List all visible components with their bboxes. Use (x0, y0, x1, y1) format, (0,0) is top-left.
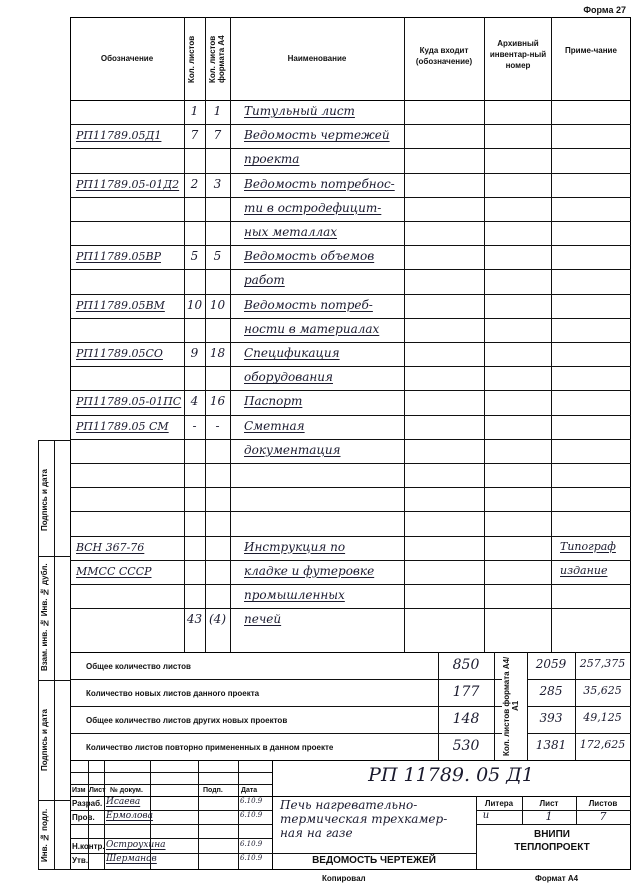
row-name: Ведомость потреб- (244, 297, 373, 312)
totals-a4: 2059 (535, 657, 567, 671)
tb-role-date: 6.10.9 (240, 797, 263, 805)
frame-right (630, 17, 631, 870)
totals-value: 850 (452, 657, 480, 673)
row-name: Сметная (244, 418, 305, 433)
row-line (70, 415, 631, 416)
tb-role: Н.контр. (72, 841, 105, 851)
row-a4: (4) (209, 612, 226, 627)
col-line-4 (404, 17, 405, 652)
totals-a4-label: Кол. листов формата А4/А1 (502, 656, 520, 756)
totals-row-line (70, 679, 502, 680)
tb-col-izm-label: Изм (72, 787, 86, 794)
row-line (70, 294, 631, 295)
row-line (70, 608, 631, 609)
tb-sheets-value: 7 (599, 810, 607, 823)
tb-role-name: Остроухина (106, 839, 166, 850)
row-designation: ВСН 367-76 (76, 540, 145, 554)
totals-label: Общее количество листов (86, 662, 191, 671)
totals-top-line (70, 652, 631, 653)
totals-value: 530 (452, 738, 480, 754)
row-line (70, 221, 631, 222)
footer-copied: Копировал (322, 874, 366, 883)
tb-role-date: 6.10.9 (240, 839, 263, 848)
totals-row-line (70, 733, 502, 734)
totals-a4: 393 (539, 711, 563, 725)
totals-a4: 285 (539, 684, 563, 698)
row-name: Инструкция по (244, 539, 346, 554)
margin-div-1 (38, 556, 71, 557)
tb-role: Утв. (72, 855, 89, 865)
row-sheets: - (192, 418, 197, 433)
row-designation: ММСС СССР (76, 564, 152, 578)
row-name: Ведомость чертежей (244, 128, 390, 143)
row-name: оборудования (244, 370, 333, 385)
row-name: ных металлах (244, 225, 338, 239)
tb-sheet-label: Лист (539, 799, 559, 808)
row-name: промышленных (244, 588, 345, 602)
tb-row-5 (70, 824, 272, 825)
margin-label-inv-orig: Инв. № подл. (40, 808, 49, 862)
tb-sheet-value: 1 (545, 810, 553, 823)
row-sheets: 1 (190, 104, 199, 118)
totals-label: Количество новых листов данного проекта (86, 689, 260, 698)
tb-role-date: 6.10.9 (240, 853, 263, 862)
totals-row-line (70, 706, 502, 707)
totals-extra: 172,625 (579, 738, 626, 751)
totals-value: 177 (452, 684, 480, 700)
row-line (70, 148, 631, 149)
row-note: издание (560, 563, 608, 577)
form-label: Форма 27 (583, 5, 626, 15)
col-line-3 (230, 17, 231, 652)
row-line (70, 197, 631, 198)
header-included-in: Куда входит (обозначение) (415, 46, 473, 66)
header-archive-no: Архивный инвентар-ный номер (489, 39, 547, 70)
tb-litera-label: Литера (484, 799, 514, 808)
row-line (70, 245, 631, 246)
header-bottom-line (70, 100, 631, 101)
row-note: Типограф (560, 539, 616, 553)
margin-strip-outer (38, 440, 39, 870)
row-name: Ведомость объемов (244, 249, 375, 264)
row-a4: 7 (213, 128, 222, 143)
col-line-5 (484, 17, 485, 652)
row-line (70, 342, 631, 343)
row-line (70, 463, 631, 464)
row-sheets: 10 (186, 297, 203, 312)
row-line (70, 318, 631, 319)
totals-a4: 1381 (535, 738, 567, 752)
tb-role-name: Шерманов (106, 853, 157, 864)
row-line (70, 584, 631, 585)
row-line (70, 269, 631, 270)
header-a4-count: Кол. листов формата А4 (208, 35, 226, 83)
row-line (70, 560, 631, 561)
row-name: Ведомость потребнос- (244, 176, 395, 191)
row-name: Титульный лист (244, 104, 355, 118)
row-sheets: 9 (190, 346, 199, 360)
tb-row-3 (70, 796, 631, 797)
margin-strip-bottom (38, 869, 71, 870)
frame-left (70, 17, 71, 870)
totals-extra: 35,625 (583, 684, 622, 697)
tb-row-1 (70, 772, 272, 773)
tb-desc-2: термическая трехкамер- (280, 812, 448, 826)
row-sheets: 7 (190, 128, 199, 143)
frame-bottom (70, 869, 631, 870)
footer-format: Формат А4 (535, 874, 579, 883)
totals-row-line-right (527, 706, 631, 707)
row-name: документация (244, 442, 341, 457)
margin-div-3 (38, 800, 71, 801)
tb-role-name: Исаева (106, 797, 141, 807)
header-name: Наименование (287, 54, 347, 63)
row-sheets: 4 (190, 394, 199, 409)
margin-label-inv-dubl: Взам. инв. № Инв. № дубл. (40, 563, 49, 672)
tb-role-name: Ермолова (106, 811, 153, 822)
row-name: кладке и футеровке (244, 563, 375, 578)
tb-desc-3: ная на газе (280, 826, 353, 840)
totals-value: 148 (452, 711, 480, 727)
tb-litera-value: и (482, 810, 490, 821)
row-a4: 10 (209, 297, 226, 312)
title-top-line (70, 760, 631, 761)
row-a4: 3 (213, 176, 222, 191)
row-a4: - (215, 418, 220, 433)
tb-col-sign-label: Подп. (203, 787, 223, 794)
tb-col-date-label: Дата (241, 787, 258, 794)
row-a4: 16 (209, 394, 226, 409)
tb-code: РП 11789. 05 Д1 (368, 764, 534, 786)
row-line (70, 487, 631, 488)
row-name: ности в материалах (244, 321, 380, 336)
row-line (70, 173, 631, 174)
totals-extra: 257,375 (579, 657, 626, 670)
header-sheet-count: Кол. листов (187, 35, 196, 83)
row-sheets: 43 (186, 612, 203, 627)
row-sheets: 5 (190, 249, 199, 264)
row-designation: РП11789.05-01ПС (76, 395, 182, 409)
header-note: Приме-чание (565, 46, 617, 55)
tb-col-doc-label: № докум. (110, 787, 143, 794)
margin-div-2 (38, 680, 71, 681)
row-line (70, 511, 631, 512)
row-designation: РП11789.05ВР (76, 250, 161, 264)
row-name: ти в остродефицит- (244, 200, 382, 215)
row-designation: РП11789.05СО (76, 347, 163, 360)
row-line (70, 124, 631, 125)
tb-role-date: 6.10.9 (240, 811, 263, 820)
row-name: печей (244, 612, 282, 627)
header-designation: Обозначение (100, 54, 154, 63)
frame-top (70, 17, 631, 18)
margin-label-sign-date-1: Подпись и дата (40, 469, 49, 531)
row-sheets: 2 (190, 176, 199, 191)
row-designation: РП11789.05-01Д2 (76, 177, 180, 191)
tb-desc-1: Печь нагревательно- (280, 798, 418, 812)
row-name: работ (244, 273, 285, 288)
totals-row-line-right (527, 733, 631, 734)
row-designation: РП11789.05 СМ (76, 419, 169, 433)
tb-col-list-label: Лист (89, 787, 106, 794)
totals-row-line-right (527, 679, 631, 680)
row-a4: 1 (213, 104, 222, 118)
row-line (70, 536, 631, 537)
row-line (70, 390, 631, 391)
tb-sheets-label: Листов (588, 799, 618, 808)
tb-doc-name: ВЕДОМОСТЬ ЧЕРТЕЖЕЙ (312, 855, 436, 866)
row-a4: 18 (209, 346, 226, 360)
totals-extra: 49,125 (583, 711, 622, 724)
row-line (70, 439, 631, 440)
margin-label-sign-date-2: Подпись и дата (40, 709, 49, 771)
tb-role: Пров. (72, 813, 95, 823)
totals-label: Общее количество листов других новых проектов (86, 716, 288, 725)
tb-role: Разраб. (72, 799, 103, 808)
tb-litera-line-2 (476, 824, 631, 825)
tb-org: ВНИПИ ТЕПЛОПРОЕКТ (514, 829, 590, 853)
tb-docname-line (272, 853, 476, 854)
margin-strip-mid (54, 440, 55, 870)
margin-strip-top (38, 440, 71, 441)
totals-label: Количество листов повторно примененных в данном проекте (86, 743, 334, 752)
row-line (70, 366, 631, 367)
row-name: проекта (244, 152, 300, 167)
row-designation: РП11789.05Д1 (76, 129, 162, 143)
tb-row-2 (70, 784, 272, 785)
row-name: Спецификация (244, 346, 340, 360)
row-name: Паспорт (244, 394, 303, 409)
row-designation: РП11789.05ВМ (76, 298, 165, 312)
row-a4: 5 (213, 249, 222, 264)
col-line-6 (551, 17, 552, 652)
